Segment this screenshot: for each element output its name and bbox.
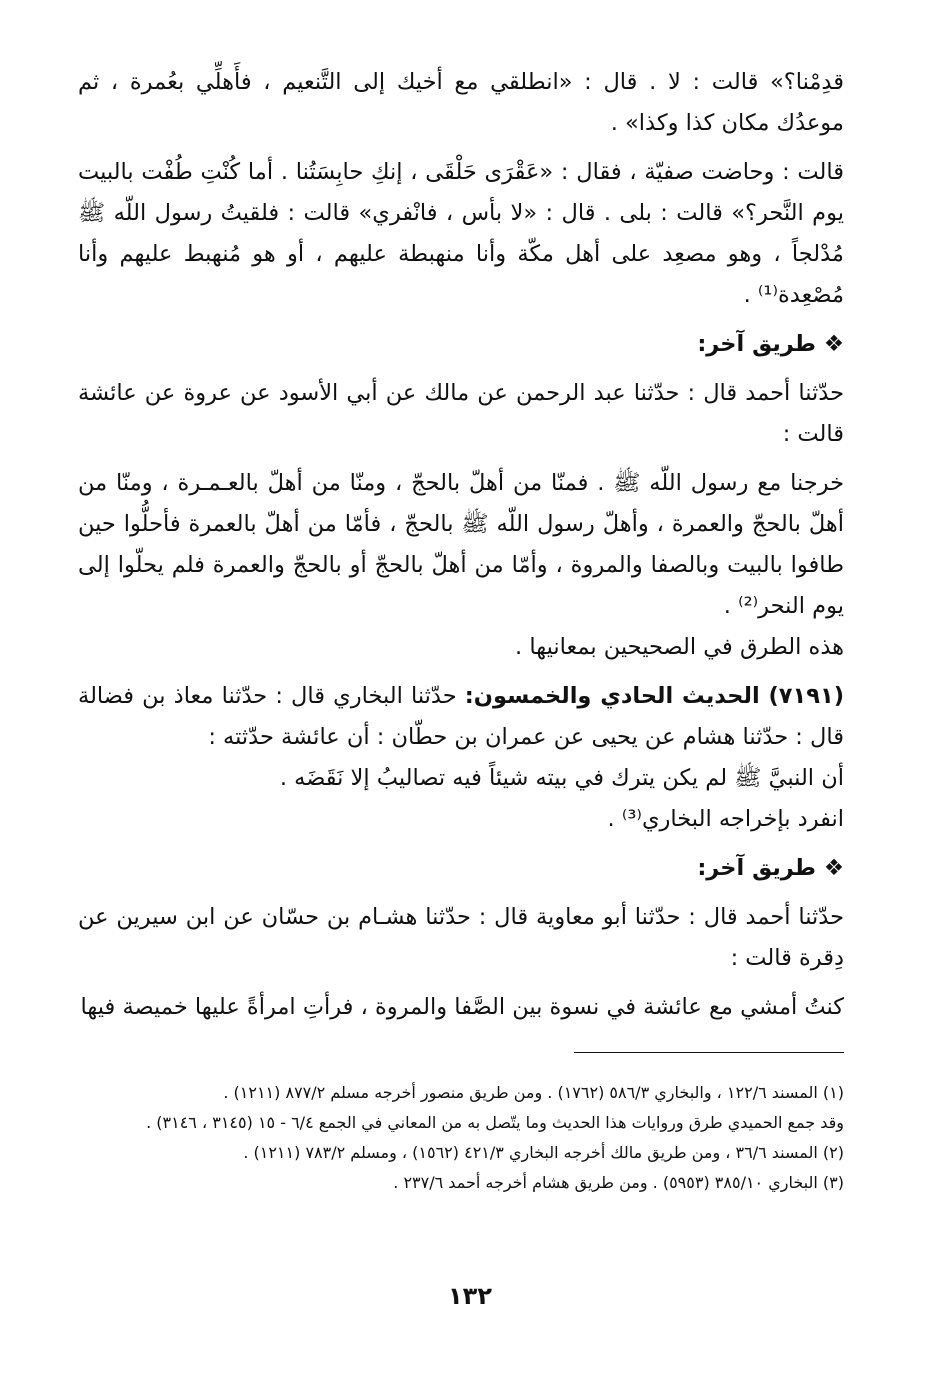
section-heading-1: ❖ طريق آخر: xyxy=(697,331,844,357)
paragraph-3: حدّثنا أحمد قال : حدّثنا عبد الرحمن عن مالك عن أبي الأسود عن عروة عن عائشة قالت : xyxy=(78,380,844,447)
paragraph-6: أن النبيَّ ﷺ لم يكن يترك في بيته شيئاً فيه تصاليبُ إلا نَقَضَه . xyxy=(279,765,844,791)
hadith-number: (٧١٩١) الحديث الحادي والخمسون: xyxy=(464,683,844,709)
footnote-2: (٢) المسند ٣٦/٦ ، ومن طريق مالك أخرجه البخاري ٤٢١/٣ (١٥٦٢) ، ومسلم ٧٨٣/٢ (١٢١١) . xyxy=(243,1143,844,1162)
paragraph-8: حدّثنا أحمد قال : حدّثنا أبو معاوية قال : حدّثنا هشـام بن حسّان عن ابن سيرين عن دِقرة قالت : xyxy=(78,904,844,971)
paragraph-5: هذه الطرق في الصحيحين بمعانيها . xyxy=(515,634,844,660)
section-heading-2: ❖ طريق آخر: xyxy=(697,855,844,881)
paragraph-1: قدِمْنا؟» قالت : لا . قال : «انطلقي مع أخيك إلى التَّنعيم ، فأَهلِّي بعُمرة ، ثم موعدُك مكان كذا وكذا» . xyxy=(78,69,844,136)
paragraph-7: انفرد بإخراجه البخاري⁽³⁾ . xyxy=(607,806,844,832)
footnote-3: (٣) البخاري ٣٨٥/١٠ (٥٩٥٣) . ومن طريق هشام أخرجه أحمد ٢٣٧/٦ . xyxy=(393,1173,844,1192)
page-number: ١٣٢ xyxy=(448,1282,492,1310)
paragraph-4: خرجنا مع رسول اللّه ﷺ . فمنّا من أهلّ بالحجّ ، ومنّا من أهلّ بالعـمـرة ، ومنّا من أهلّ بالحجّ والعمرة ، وأهلّ رسول اللّه ﷺ بالحجّ ، فأمّا من أهلّ بالعمرة فأحلُّوا حين طافوا بالبيت وبالصفا والمروة ، وأمّا من أهلّ بالحجّ أو بالحجّ والعمرة فلم يحلّوا إلى يوم النحر⁽²⁾ . xyxy=(78,470,844,619)
hadith-paragraph xyxy=(78,676,844,758)
footnotes xyxy=(78,1078,844,1198)
hadith-chain: حدّثنا البخاري قال : حدّثنا معاذ بن فضالة قال : حدّثنا هشام عن يحيى عن عمران بن حطّان : أن عائشة حدّثته : xyxy=(78,683,844,750)
footnote-1: (١) المسند ١٢٢/٦ ، والبخاري ٥٨٦/٣ (١٧٦٢) . ومن طريق منصور أخرجه مسلم ٨٧٧/٢ (١٢١١) . xyxy=(223,1083,844,1102)
footnote-1-continued: وقد جمع الحميدي طرق وروايات هذا الحديث وما يتّصل به من المعاني في الجمع ٦/٤ - ١٥ (٣١٤٥ ، ٣١٤٦) . xyxy=(146,1113,844,1132)
paragraph-2: قالت : وحاضت صفيّة ، فقال : «عَقْرَى حَلْقَى ، إنكِ حابِسَتُنا . أما كُنْتِ طُفْت بالبيت يوم النَّحر؟» قالت : بلى . قال : «لا بأس ، فانْفري» قالت : فلقيتُ رسول اللّه ﷺ مُدْلجاً ، وهو مصعِد على أهل مكّة وأنا منهبطة عليهم ، أو هو مُنهبط عليهم وأنا مُصْعِدة⁽¹⁾ . xyxy=(78,159,844,308)
footnote-separator xyxy=(574,1052,844,1053)
main-text xyxy=(78,62,844,1028)
paragraph-9: كنتُ أمشي مع عائشة في نسوة بين الصَّفا والمروة ، فرأتِ امرأةً عليها خميصة فيها xyxy=(80,994,844,1020)
